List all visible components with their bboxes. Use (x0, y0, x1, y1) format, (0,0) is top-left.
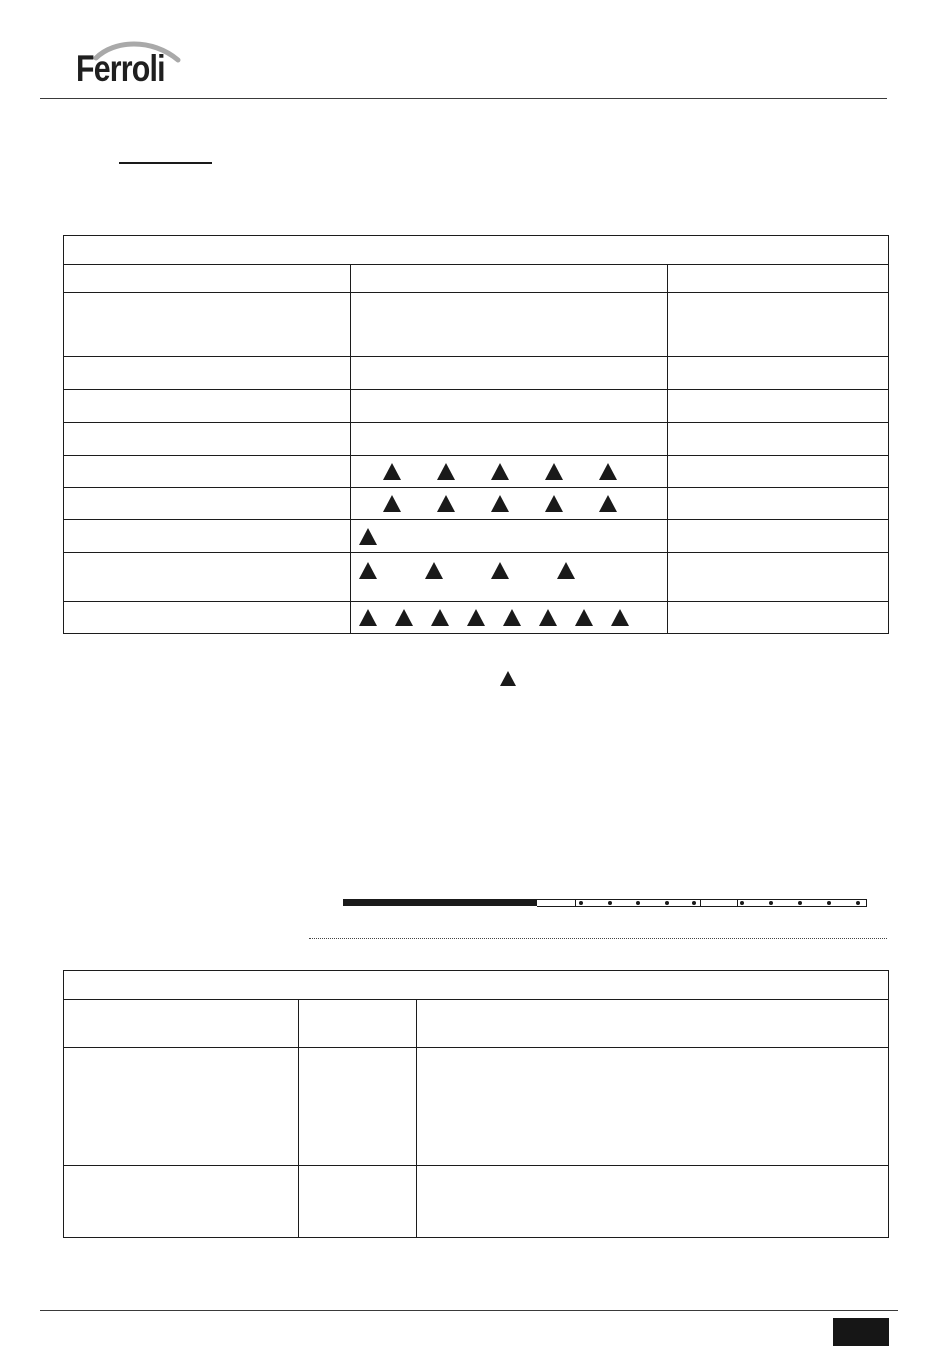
table-2 (63, 970, 889, 1238)
triangle-group (351, 495, 667, 512)
scale-tick (575, 899, 576, 907)
table-cell (668, 423, 889, 456)
brand-wordmark: Ferroli (76, 48, 165, 89)
scale-bar-solid (343, 899, 537, 906)
scale-tick (737, 899, 738, 907)
table-cell (351, 423, 668, 456)
table-cell (417, 1166, 889, 1238)
page-number-badge (833, 1318, 889, 1346)
table-cell (351, 456, 668, 488)
table-cell (668, 390, 889, 423)
brand-logo (74, 38, 184, 94)
triangle-icon (383, 495, 401, 512)
table-cell (351, 293, 668, 357)
triangle-icon (611, 609, 629, 626)
table-cell (64, 520, 351, 553)
triangle-icon (383, 463, 401, 480)
table-row (64, 1048, 889, 1166)
table-cell (417, 1048, 889, 1166)
scale-dot (740, 901, 744, 905)
footer-rule (40, 1310, 898, 1311)
scale-dot (665, 901, 669, 905)
triangle-icon (491, 463, 509, 480)
table-2-title-cell (64, 971, 889, 1000)
triangle-icon (539, 609, 557, 626)
table-cell (64, 293, 351, 357)
table-cell (64, 456, 351, 488)
table-cell (64, 423, 351, 456)
table-row (64, 357, 889, 390)
scale-dot (769, 901, 773, 905)
table-cell (668, 602, 889, 634)
table-cell (64, 553, 351, 602)
table-2-title-row (64, 971, 889, 1000)
scale-dot (827, 901, 831, 905)
table-cell (351, 390, 668, 423)
triangle-icon (575, 609, 593, 626)
triangle-icon (503, 609, 521, 626)
table-cell (351, 602, 668, 634)
scale-tick (866, 899, 867, 907)
table-cell (351, 520, 668, 553)
header-rule (40, 98, 887, 99)
table-cell (668, 488, 889, 520)
scale-dot (608, 901, 612, 905)
table-row (64, 553, 889, 602)
table-cell (64, 357, 351, 390)
table-1 (63, 235, 889, 634)
table-row (64, 520, 889, 553)
table-cell (299, 1048, 417, 1166)
table-cell (668, 553, 889, 602)
table-cell (64, 488, 351, 520)
triangle-icon (467, 609, 485, 626)
section-heading-underline (119, 162, 212, 164)
triangle-icon (599, 463, 617, 480)
scale-dot (856, 901, 860, 905)
table-cell (668, 520, 889, 553)
dotted-separator (309, 938, 887, 939)
triangle-group (351, 553, 667, 587)
table-cell (351, 265, 668, 293)
table-cell (64, 1166, 299, 1238)
triangle-icon (359, 562, 377, 579)
table-1-title-row (64, 236, 889, 265)
table-cell (668, 357, 889, 390)
scale-bar (343, 899, 867, 908)
scale-dot (798, 901, 802, 905)
table-cell (299, 1000, 417, 1048)
scale-bar-outline (537, 899, 867, 907)
table-cell (351, 553, 668, 602)
table-cell (299, 1166, 417, 1238)
triangle-icon (491, 495, 509, 512)
triangle-icon (431, 609, 449, 626)
triangle-icon (437, 495, 455, 512)
legend-triangle-icon (500, 671, 516, 686)
triangle-icon (359, 528, 377, 545)
table-cell (668, 456, 889, 488)
table-row (64, 456, 889, 488)
table-cell (64, 265, 351, 293)
triangle-icon (599, 495, 617, 512)
triangle-icon (437, 463, 455, 480)
table-row (64, 1166, 889, 1238)
table-cell (668, 265, 889, 293)
table-cell (351, 357, 668, 390)
triangle-group (351, 528, 667, 545)
scale-tick (700, 899, 701, 907)
triangle-icon (425, 562, 443, 579)
triangle-icon (395, 609, 413, 626)
scale-dot (636, 901, 640, 905)
triangle-icon (359, 609, 377, 626)
table-1-title-cell (64, 236, 889, 265)
triangle-icon (557, 562, 575, 579)
table-cell (668, 293, 889, 357)
table-row (64, 488, 889, 520)
triangle-icon (491, 562, 509, 579)
table-2-header-row (64, 1000, 889, 1048)
table-cell (64, 390, 351, 423)
triangle-group (351, 463, 667, 480)
triangle-group (351, 609, 667, 626)
table-cell (64, 602, 351, 634)
table-cell (64, 1000, 299, 1048)
table-1-header-row (64, 265, 889, 293)
table-row (64, 390, 889, 423)
table-cell (417, 1000, 889, 1048)
triangle-icon (545, 495, 563, 512)
table-cell (64, 1048, 299, 1166)
table-cell (351, 488, 668, 520)
table-row (64, 293, 889, 357)
table-row (64, 602, 889, 634)
table-row (64, 423, 889, 456)
triangle-icon (545, 463, 563, 480)
scale-dot (579, 901, 583, 905)
scale-dot (692, 901, 696, 905)
